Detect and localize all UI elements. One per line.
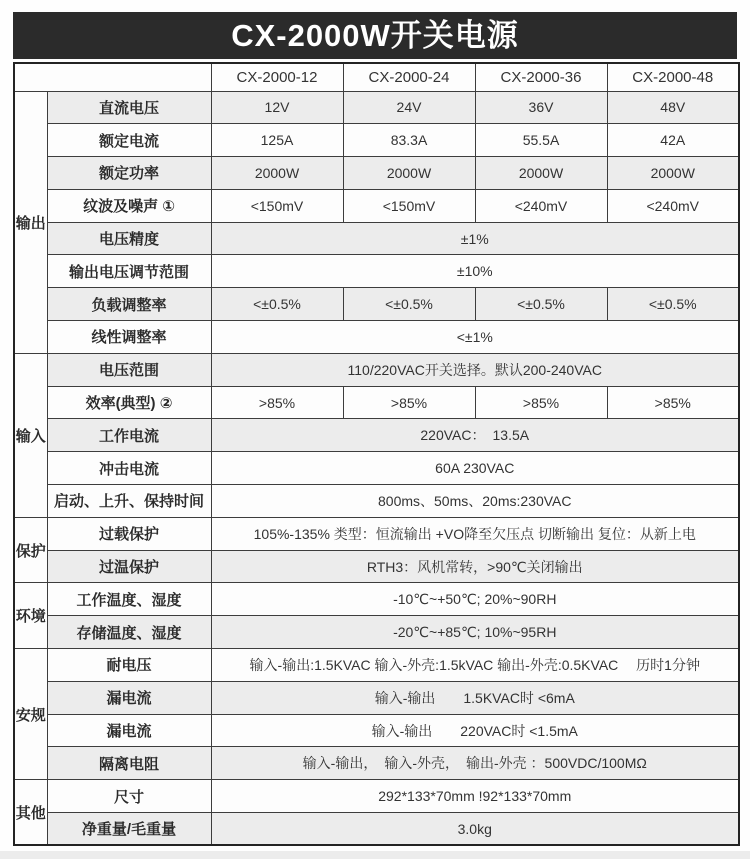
table-row (14, 649, 739, 682)
spec-value-span: 220VAC： 13.5A (211, 419, 739, 452)
table-row (14, 780, 739, 813)
spec-value: <±0.5% (211, 288, 343, 321)
table-row (14, 747, 739, 780)
spec-value: <150mV (211, 189, 343, 222)
spec-value: <±0.5% (475, 288, 607, 321)
table-row (14, 485, 739, 518)
spec-value: 55.5A (475, 124, 607, 157)
row-label: 漏电流 (47, 681, 211, 714)
spec-value: 48V (607, 91, 739, 124)
corner-cell (14, 63, 211, 91)
row-label: 冲击电流 (47, 452, 211, 485)
row-label: 净重量/毛重量 (47, 813, 211, 846)
row-label: 耐电压 (47, 649, 211, 682)
spec-value: >85% (475, 386, 607, 419)
spec-value-span: 800ms、50ms、20ms:230VAC (211, 485, 739, 518)
spec-value: 42A (607, 124, 739, 157)
spec-value-span: ±1% (211, 222, 739, 255)
spec-value: <240mV (607, 189, 739, 222)
table-row (14, 288, 739, 321)
column-header-1: CX-2000-12 (211, 63, 343, 91)
row-label: 效率(典型) ② (47, 386, 211, 419)
row-label: 存储温度、湿度 (47, 616, 211, 649)
spec-value-span: ±10% (211, 255, 739, 288)
row-label: 漏电流 (47, 714, 211, 747)
spec-value: <150mV (343, 189, 475, 222)
column-header-2: CX-2000-24 (343, 63, 475, 91)
table-row (14, 386, 739, 419)
spec-value-span: 输入-输出 220VAC时 <1.5mA (211, 714, 739, 747)
table-row (14, 550, 739, 583)
column-header-3: CX-2000-36 (475, 63, 607, 91)
table-row (14, 189, 739, 222)
spec-value: <240mV (475, 189, 607, 222)
spec-value-span: 110/220VAC开关选择。默认200-240VAC (211, 353, 739, 386)
table-row (14, 222, 739, 255)
table-row (14, 91, 739, 124)
spec-value: 2000W (343, 157, 475, 190)
row-label: 过载保护 (47, 517, 211, 550)
spec-value-span: <±1% (211, 321, 739, 354)
table-row (14, 681, 739, 714)
spec-value-span: RTH3：风机常转，>90℃关闭输出 (211, 550, 739, 583)
group-label-other: 其他 (14, 780, 47, 846)
group-label-environment: 环境 (14, 583, 47, 649)
row-label: 电压范围 (47, 353, 211, 386)
spec-value: <±0.5% (343, 288, 475, 321)
spec-value-span: -20℃~+85℃; 10%~95RH (211, 616, 739, 649)
spec-value: 2000W (475, 157, 607, 190)
page-title: CX-2000W开关电源 (13, 12, 737, 59)
spec-value-span: 105%-135% 类型：恒流输出 +VO降至欠压点 切断输出 复位：从新上电 (211, 517, 739, 550)
row-label: 电压精度 (47, 222, 211, 255)
group-label-protection: 保护 (14, 517, 47, 583)
spec-value-span: 输入-输出， 输入-外壳， 输出-外壳 ：500VDC/100MΩ (211, 747, 739, 780)
table-row (14, 419, 739, 452)
spec-value-span: 输入-输出 1.5KVAC时 <6mA (211, 681, 739, 714)
spec-value: 24V (343, 91, 475, 124)
spec-value: 125A (211, 124, 343, 157)
spec-value-span: 输入-输出:1.5KVAC 输入-外壳:1.5kVAC 输出-外壳:0.5KVAC 历时1分钟 (211, 649, 739, 682)
group-label-input: 输入 (14, 353, 47, 517)
spec-value: >85% (343, 386, 475, 419)
spec-value-span: -10℃~+50℃; 20%~90RH (211, 583, 739, 616)
table-row (14, 157, 739, 190)
spec-value-span: 60A 230VAC (211, 452, 739, 485)
table-row (14, 255, 739, 288)
table-row (14, 813, 739, 846)
page-footer-strip (0, 851, 750, 859)
table-row (14, 517, 739, 550)
spec-value: >85% (211, 386, 343, 419)
spec-value: 2000W (211, 157, 343, 190)
row-label: 工作温度、湿度 (47, 583, 211, 616)
spec-value-span: 3.0kg (211, 813, 739, 846)
spec-value: >85% (607, 386, 739, 419)
table-row (14, 583, 739, 616)
header-row (14, 63, 739, 91)
table-row (14, 124, 739, 157)
table-row (14, 714, 739, 747)
row-label: 输出电压调节范围 (47, 255, 211, 288)
spec-table (13, 62, 740, 846)
row-label: 隔离电阻 (47, 747, 211, 780)
row-label: 直流电压 (47, 91, 211, 124)
row-label: 启动、上升、保持时间 (47, 485, 211, 518)
table-row (14, 452, 739, 485)
row-label: 线性调整率 (47, 321, 211, 354)
row-label: 负载调整率 (47, 288, 211, 321)
group-label-output: 输出 (14, 91, 47, 353)
row-label: 纹波及噪声 ① (47, 189, 211, 222)
row-label: 过温保护 (47, 550, 211, 583)
table-row (14, 353, 739, 386)
group-label-safety: 安规 (14, 649, 47, 780)
table-row (14, 616, 739, 649)
spec-value-span: 292*133*70mm !92*133*70mm (211, 780, 739, 813)
row-label: 尺寸 (47, 780, 211, 813)
row-label: 额定功率 (47, 157, 211, 190)
row-label: 额定电流 (47, 124, 211, 157)
table-row (14, 321, 739, 354)
spec-value: 12V (211, 91, 343, 124)
spec-value: 83.3A (343, 124, 475, 157)
spec-value: 36V (475, 91, 607, 124)
spec-value: <±0.5% (607, 288, 739, 321)
row-label: 工作电流 (47, 419, 211, 452)
spec-value: 2000W (607, 157, 739, 190)
column-header-4: CX-2000-48 (607, 63, 739, 91)
